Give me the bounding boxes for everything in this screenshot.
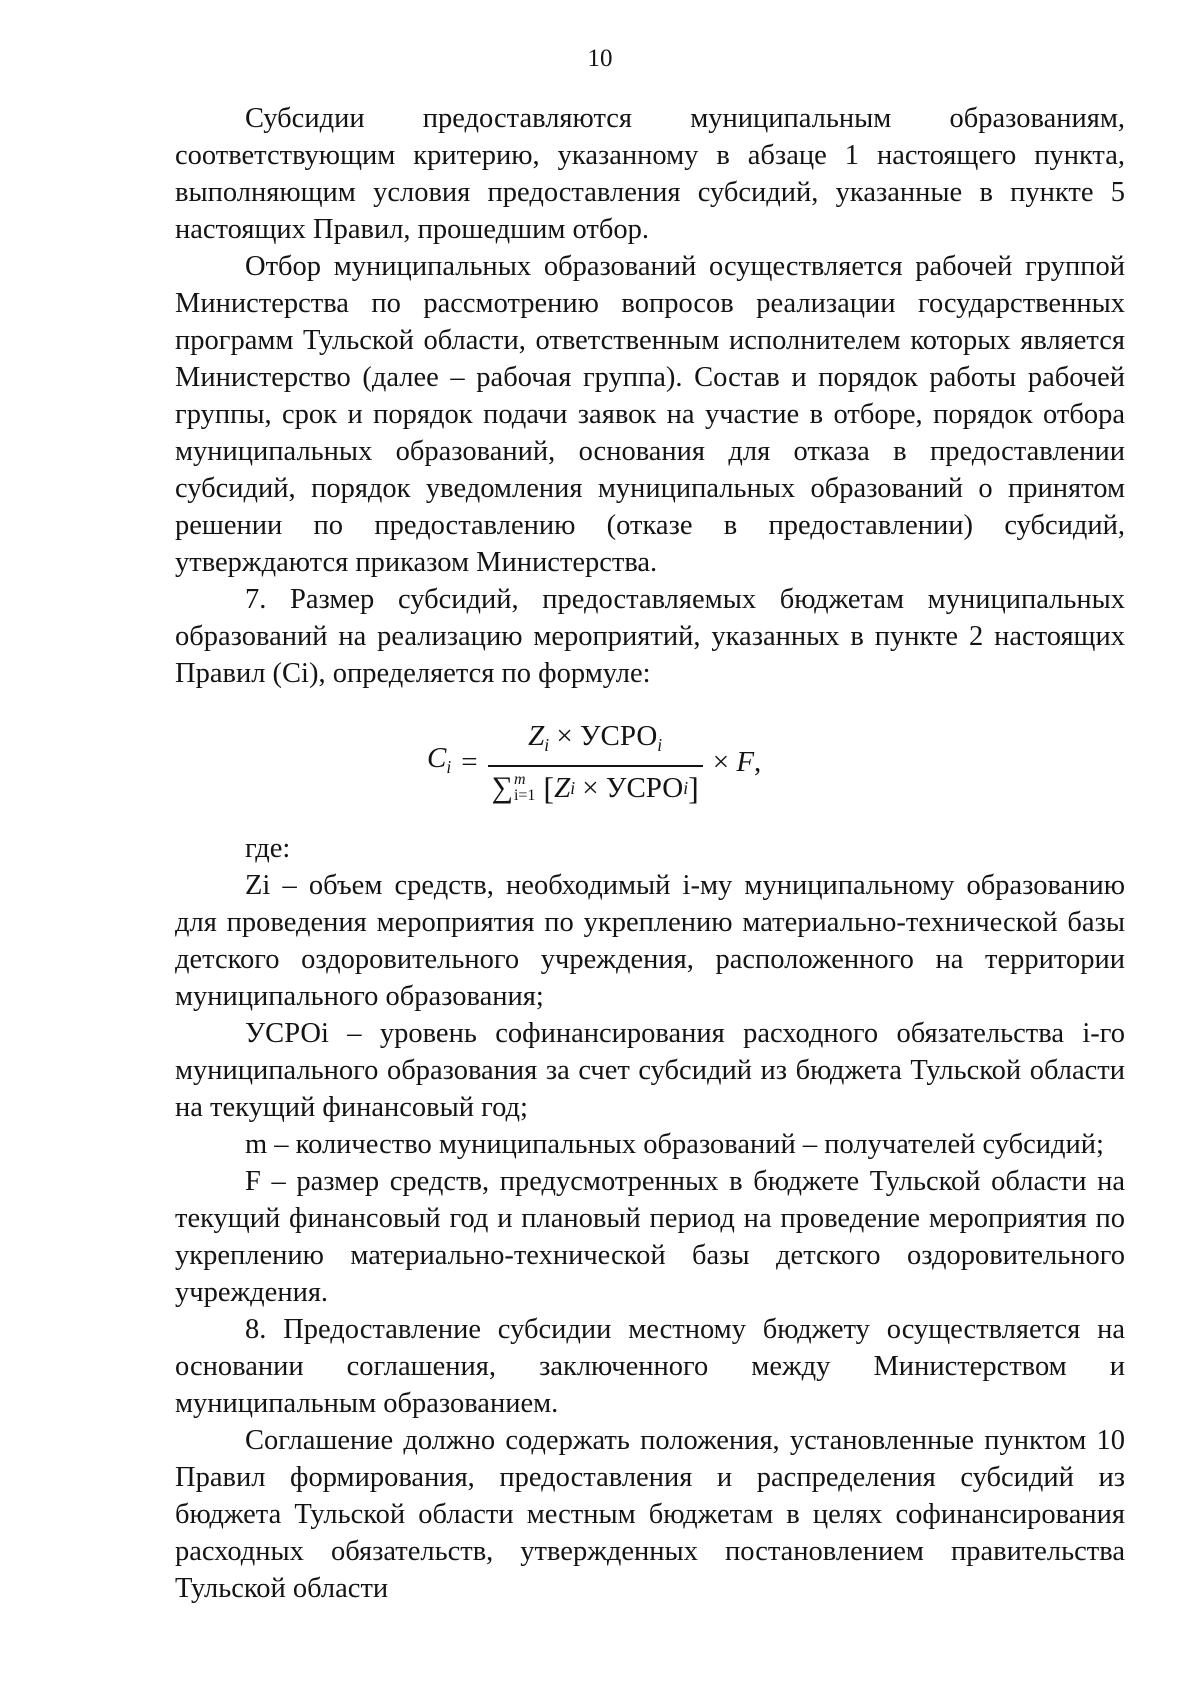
document-body xyxy=(175,100,1125,1607)
formula-factor: × F, xyxy=(712,746,762,779)
formula-equals: = xyxy=(461,746,478,779)
paragraph-item-7-subsidy-size: 7. Размер субсидий, предоставляемых бюджетам муниципальных образований на реализацию мероприятий, указанных в пункте 2 настоящих Правил (Ci), определяется по формуле: xyxy=(175,584,1125,689)
paragraph-agreement-provisions: Соглашение должно содержать положения, установленные пунктом 10 Правил формирования, предоставления и распределения субсидий из бюджета Тульской области местным бюджетам в целях софинансирования расходных обязательств, утвержденных постановлением правительства Тульской области xyxy=(175,1425,1125,1604)
paragraph-definition-m: m – количество муниципальных образований – получателей субсидий; xyxy=(245,1129,1104,1160)
page-number: 10 xyxy=(587,45,613,72)
paragraph-definition-usro: УСРОi – уровень софинансирования расходного обязательства i-го муниципального образования за счет субсидий из бюджета Тульской области на текущий финансовый год; xyxy=(175,1018,1125,1123)
paragraph-definition-z: Zi – объем средств, необходимый i-му муниципальному образованию для проведения мероприятия по укреплению материально-технической базы детского оздоровительного учреждения, расположенного на территории муниципального образования; xyxy=(175,870,1125,1012)
formula-numerator: $Z_i$ × $УСРО_i$ xyxy=(528,720,663,756)
paragraph-selection-working-group: Отбор муниципальных образований осуществляется рабочей группой Министерства по рассмотрению вопросов реализации государственных программ Тульской области, ответственным исполнителем которых является Министерство (далее – рабочая группа). Состав и порядок работы рабочей группы, срок и порядок подачи заявок на участие в отборе, порядок отбора муниципальных образований, основания для отказа в предоставлении субсидий, порядок уведомления муниципальных образований о принятом решении по предоставлению (отказе в предоставлении) субсидий, утверждаются приказом Министерства. xyxy=(175,251,1125,578)
subsidy-formula xyxy=(175,692,1125,830)
paragraph-definition-f: F – размер средств, предусмотренных в бюджете Тульской области на текущий финансовый год и плановый период на проведение мероприятия по укреплению материально-технической базы детского оздоровительного учреждения. xyxy=(175,1166,1125,1308)
formula-fraction xyxy=(488,720,703,805)
sum-upper-limit: m xyxy=(513,771,526,789)
sum-operator: ∑ m i=1 xyxy=(491,771,536,805)
formula-denominator: ∑ m i=1 [ Z i × УСРО i ] xyxy=(491,770,699,807)
paragraph-where: где: xyxy=(245,833,291,864)
paragraph-item-8-agreement: 8. Предоставление субсидии местному бюджету осуществляется на основании соглашения, заключенного между Министерством и муниципальным образованием. xyxy=(175,1314,1125,1419)
formula-lhs: $C_i$ xyxy=(427,741,452,777)
sum-lower-limit: i=1 xyxy=(513,787,536,805)
paragraph-subsidies-criteria: Субсидии предоставляются муниципальным образованиям, соответствующим критерию, указанному в абзаце 1 настоящего пункта, выполняющим условия предоставления субсидий, указанные в пункте 5 настоящих Правил, прошедшим отбор. xyxy=(175,103,1125,245)
